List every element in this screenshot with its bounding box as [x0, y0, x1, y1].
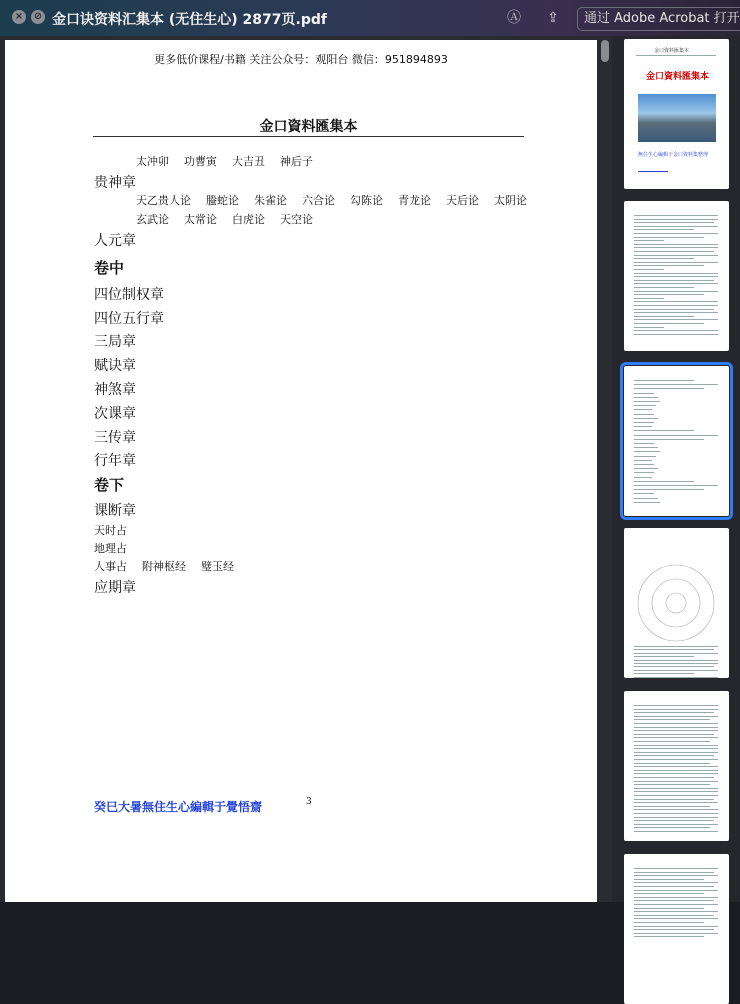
thumb-text-line: [634, 802, 718, 803]
thumb-text-line: [634, 287, 694, 288]
thumb-text-line: [634, 904, 718, 905]
thumb-text-line: [634, 493, 654, 494]
thumb-text-line: [634, 773, 718, 774]
toc-chapter: 赋诀章: [94, 358, 136, 374]
toc-chapter: 四位五行章: [94, 311, 164, 327]
thumb-text-line: [634, 312, 718, 313]
thumb-text-line: [634, 255, 718, 256]
thumb-text-line: [634, 820, 714, 821]
thumb-text-line: [634, 393, 654, 394]
thumb-text-line: [634, 926, 718, 927]
toc-subitems: [136, 153, 328, 169]
thumb-text-line: [634, 262, 718, 263]
thumb-text-line: [634, 301, 718, 302]
thumb-text-line: [634, 781, 718, 782]
thumb-text-line: [634, 922, 704, 923]
thumb-text-line: [634, 872, 714, 873]
toc-item: 天空论: [280, 213, 313, 226]
toc-item: 功曹寅: [184, 155, 217, 168]
volume-heading: 卷下: [94, 476, 125, 494]
thumb-text-line: [634, 472, 654, 473]
toc-item: 白虎论: [232, 213, 265, 226]
thumb-text-line: [634, 251, 714, 252]
toc-chapter: 神煞章: [94, 382, 136, 398]
thumb-text-line: [634, 237, 704, 238]
thumb-text-line: [634, 806, 710, 807]
window-title: 金口诀资料汇集本 (无住生心) 2877页.pdf: [52, 12, 327, 28]
thumb-text-line: [634, 918, 718, 919]
thumb-text-line: [634, 660, 718, 661]
thumb-text-line: [634, 824, 718, 825]
footer-brand: 癸巳大暑無住生心編輯于覺悟齋: [94, 800, 263, 814]
thumb-text-line: [634, 936, 704, 937]
thumb-text-line: [634, 384, 718, 385]
toc-item: 人事占: [94, 560, 127, 573]
thumb-text-line: [634, 280, 714, 281]
toc-item: 勾陈论: [350, 194, 383, 207]
toc-chapter: 三局章: [94, 334, 136, 350]
thumb-text-line: [634, 813, 718, 814]
thumb-text-line: [634, 777, 714, 778]
thumb-text-line: [634, 677, 718, 678]
thumb-text-line: [634, 276, 718, 277]
toc-item: 朱雀论: [254, 194, 287, 207]
document-heading: 金口資料匯集本: [259, 119, 358, 135]
thumb-text-line: [634, 817, 718, 818]
thumb-text-line: [634, 791, 718, 792]
thumb-text-line: [634, 788, 718, 789]
thumb-text-line: [634, 498, 658, 499]
thumb-text-line: [634, 460, 652, 461]
thumb-header: 金口資料匯集本: [654, 48, 690, 54]
thumb-text-line: [634, 451, 660, 452]
thumb-text-line: [634, 656, 694, 657]
thumb-text-line: [634, 900, 714, 901]
thumb-text-line: [634, 649, 714, 650]
page-number: 3: [306, 797, 312, 807]
thumb-text-line: [634, 886, 714, 887]
toc-item: 天乙贵人论: [136, 194, 191, 207]
toc-item: 璧玉经: [201, 560, 234, 573]
thumb-text-line: [634, 388, 704, 389]
thumb-text-line: [634, 435, 718, 436]
thumb-text-line: [634, 799, 714, 800]
thumb-text-line: [634, 737, 718, 738]
markup-icon[interactable]: Ⓐ: [507, 10, 521, 26]
toc-item: 太冲卯: [136, 155, 169, 168]
thumb-text-line: [634, 809, 718, 810]
toc-item: 六合论: [302, 194, 335, 207]
no-entry-icon[interactable]: ⊘: [31, 10, 45, 24]
thumb-text-line: [634, 875, 718, 876]
thumb-text-line: [634, 447, 658, 448]
thumb-text-line: [634, 489, 704, 490]
thumb-text-line: [634, 734, 714, 735]
thumb-text-line: [634, 240, 664, 241]
thumbnail-page-1[interactable]: [624, 39, 729, 189]
thumb-text-line: [634, 653, 718, 654]
toc-chapter: 行年章: [94, 453, 136, 469]
toc-chapter: 三传章: [94, 430, 136, 446]
thumb-text-line: [634, 258, 694, 259]
close-icon[interactable]: ×: [12, 10, 26, 24]
toc-item: 天后论: [446, 194, 479, 207]
thumb-text-line: [634, 439, 704, 440]
volume-heading: 卷中: [94, 259, 125, 277]
thumb-text-line: [634, 456, 656, 457]
thumb-text-line: [634, 663, 718, 664]
thumb-text-line: [634, 229, 694, 230]
toc-item: 太常论: [184, 213, 217, 226]
thumb-text-line: [634, 219, 718, 220]
toc-item: 太阴论: [494, 194, 527, 207]
thumb-text-line: [634, 233, 718, 234]
thumb-text-line: [634, 323, 704, 324]
thumb-text-line: [634, 868, 718, 869]
thumb-text-line: [634, 422, 654, 423]
thumb-cover-title: 金口資料匯集本: [646, 72, 710, 82]
thumbnail-page-3[interactable]: [624, 366, 729, 516]
thumb-text-line: [634, 226, 718, 227]
toc-subitems: [136, 211, 328, 227]
toc-subitems: [136, 192, 542, 208]
thumbnail-page-4[interactable]: [624, 528, 729, 678]
thumb-text-line: [634, 831, 718, 832]
thumb-text-line: [634, 418, 658, 419]
scrollbar[interactable]: [601, 40, 609, 62]
thumb-text-line: [634, 882, 718, 883]
thumb-text-line: [634, 897, 718, 898]
thumb-text-line: [634, 770, 718, 771]
thumb-text-line: [634, 911, 718, 912]
toc-item: 附神枢经: [142, 560, 186, 573]
thumb-text-line: [634, 430, 694, 431]
thumb-text-line: [634, 719, 710, 720]
thumb-text-line: [634, 269, 664, 270]
toc-chapter: 人元章: [94, 233, 136, 249]
thumb-text-line: [634, 291, 718, 292]
thumb-text-line: [634, 646, 718, 647]
thumb-cover-subtitle: 無住生心編輯于金口資料集整理: [638, 152, 709, 158]
thumbnail-page-5[interactable]: [624, 691, 729, 841]
thumbnail-page-6[interactable]: [624, 854, 729, 1004]
thumb-text-line: [634, 766, 718, 767]
promo-text: 更多低价课程/书籍 关注公众号：观阳台 微信：951894893: [154, 53, 448, 66]
thumb-text-line: [634, 426, 652, 427]
thumb-text-line: [634, 727, 718, 728]
thumb-text-line: [634, 673, 694, 674]
toc-subitems: [94, 558, 249, 574]
thumb-text-line: [634, 893, 704, 894]
toc-chapter: 应期章: [94, 580, 136, 596]
thumb-text-line: [634, 294, 704, 295]
thumb-text-line: [634, 748, 718, 749]
share-icon[interactable]: ⇪: [547, 10, 559, 26]
thumb-text-line: [634, 319, 718, 320]
cover-photo: [638, 94, 716, 142]
thumbnail-page-2[interactable]: [624, 201, 729, 351]
thumb-text-line: [634, 481, 694, 482]
thumb-text-line: [634, 409, 652, 410]
thumb-text-line: [634, 784, 710, 785]
toc-item: 神后子: [280, 155, 313, 168]
title-bar: [0, 0, 740, 36]
pdf-page: [5, 40, 597, 902]
thumb-text-line: [634, 414, 654, 415]
thumb-text-line: [634, 244, 718, 245]
thumb-text-line: [634, 716, 718, 717]
thumb-text-line: [634, 929, 714, 930]
toc-item: 青龙论: [398, 194, 431, 207]
thumb-text-line: [634, 795, 718, 796]
thumb-text-line: [634, 401, 660, 402]
thumb-text-line: [634, 334, 718, 335]
thumb-text-line: [634, 502, 660, 503]
thumb-text-line: [634, 879, 704, 880]
thumb-text-line: [634, 763, 710, 764]
thumb-text-line: [634, 485, 718, 486]
thumb-text-line: [634, 265, 704, 266]
thumb-text-line: [634, 309, 714, 310]
thumb-text-line: [634, 468, 658, 469]
toc-chapter: 四位制权章: [94, 287, 164, 303]
thumb-text-line: [634, 730, 718, 731]
thumb-text-line: [634, 464, 654, 465]
thumb-text-line: [634, 330, 718, 331]
thumb-text-line: [634, 316, 694, 317]
thumb-text-line: [634, 741, 710, 742]
thumb-text-line: [634, 405, 656, 406]
thumb-text-line: [634, 298, 664, 299]
thumb-text-line: [634, 915, 714, 916]
thumb-text-line: [634, 709, 718, 710]
toc-item: 螣蛇论: [206, 194, 239, 207]
thumb-text-line: [634, 477, 652, 478]
thumb-text-line: [634, 712, 714, 713]
thumb-text-line: [634, 745, 718, 746]
toc-chapter: 贵神章: [94, 175, 136, 191]
toc-chapter: 次课章: [94, 406, 136, 422]
thumb-text-line: [634, 666, 714, 667]
thumb-text-line: [634, 273, 718, 274]
thumb-text-line: [634, 755, 714, 756]
thumb-text-line: [634, 908, 704, 909]
thumb-text-line: [634, 759, 718, 760]
thumb-text-line: [634, 443, 654, 444]
thumb-text-line: [634, 752, 718, 753]
toc-chapter: 课断章: [94, 503, 136, 519]
toc-chapter: 天时占: [94, 524, 127, 537]
thumb-text-line: [634, 890, 718, 891]
thumb-text-line: [634, 670, 718, 671]
thumb-text-line: [634, 723, 718, 724]
toc-item: 玄武论: [136, 213, 169, 226]
open-in-acrobat-button[interactable]: 通过 Adobe Acrobat 打开: [577, 7, 740, 31]
thumb-text-line: [634, 215, 718, 216]
thumb-text-line: [634, 933, 718, 934]
thumb-text-line: [634, 283, 718, 284]
document-viewer[interactable]: [0, 36, 612, 902]
thumb-text-line: [634, 327, 664, 328]
toc-chapter: 地理占: [94, 542, 127, 555]
heading-rule: [93, 136, 524, 137]
thumb-text-line: [634, 397, 658, 398]
thumb-text-line: [634, 380, 694, 381]
thumb-text-line: [634, 222, 714, 223]
toc-item: 大吉丑: [232, 155, 265, 168]
thumb-text-line: [634, 705, 718, 706]
thumbnail-sidebar[interactable]: [612, 36, 740, 902]
thumb-text-line: [634, 827, 710, 828]
thumb-text-line: [634, 247, 718, 248]
thumb-text-line: [634, 305, 718, 306]
